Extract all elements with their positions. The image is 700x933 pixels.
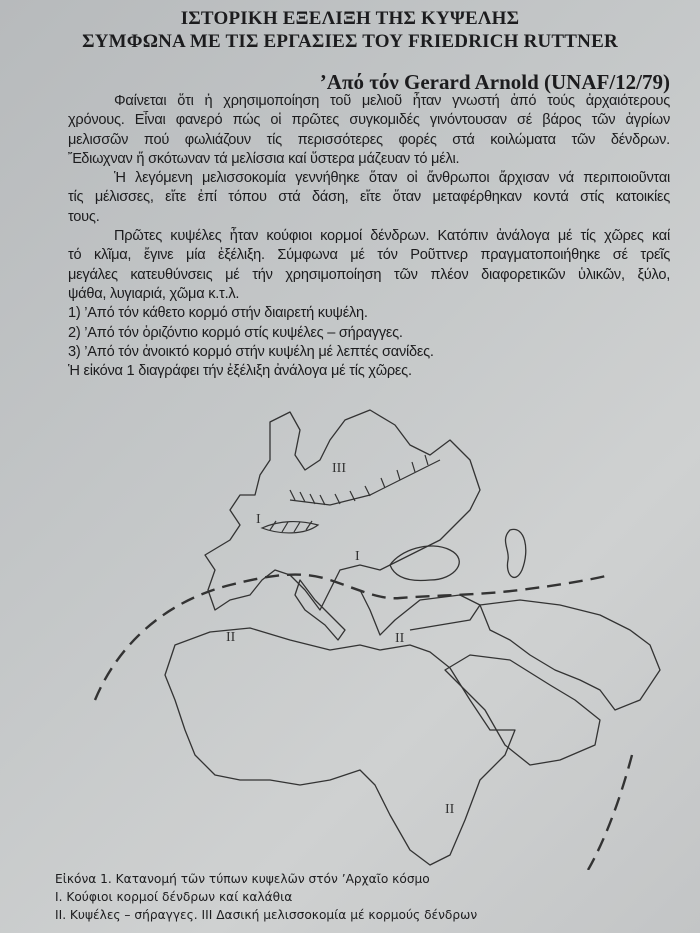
body-line: τους. — [68, 208, 100, 225]
list-item: 3) ’Από τόν ἀνοικτό κορμό στήν κυψέλη μέ λεπτές σανίδες. — [68, 343, 434, 360]
article-body — [68, 92, 670, 381]
body-line: Ἔδιωχναν ἤ σκότωναν τά μελίσσια καί ὕστερα μάζευαν τό μέλι. — [68, 150, 460, 167]
caption-line: II. Κυψέλες – σήραγγες. III Δασική μελισσοκομία μέ κορμούς δένδρων — [55, 908, 478, 922]
list-item: 2) ’Από τόν ὁριζόντιο κορμό στίς κυψέλες – σήραγγες. — [68, 324, 403, 341]
map-label-ii-south: II — [445, 802, 455, 817]
map-label-iii: III — [332, 461, 346, 476]
forest-beekeeping-hatching — [262, 455, 440, 533]
caption-line: Εἰκόνα 1. Κατανομή τῶν τύπων κυψελῶν στόν ’Αρχαῖο κόσμο — [55, 872, 430, 886]
map-label-i-balkans: I — [355, 549, 360, 564]
body-line: χρόνους. Εἶναι φανερό πώς οἱ πρῶτες συγκομιδές γινόντουσαν σέ βάρος τῶν ἀγρίων — [68, 112, 670, 129]
body-line: τίς μέλισσες, εἴτε ἐπί τόπου στά δάση, εἴτε ὅταν μεταφέρθηκαν κοντά στίς κατοικίες — [68, 189, 670, 206]
map-label-ii-middle-east: II — [395, 631, 405, 646]
body-line: μελισσῶν πού φωλιάζουν τίς περισσότερες φορές στά κοιλώματα τῶν δένδρων. — [68, 131, 670, 148]
body-line: τό κλῖμα, ἔγινε μία ἐξέλιξη. Σύμφωνα μέ τόν Ροῦττνερ πραγματοποιήθηκε σέ τρεῖς — [68, 247, 670, 264]
byline: ’Από τόν Gerard Arnold (UNAF/12/79) — [319, 70, 670, 94]
map-label-i-west: I — [256, 512, 261, 527]
body-line: Ἡ λεγόμενη μελισσοκομία γεννήθηκε ὅταν οἱ ἄνθρωποι ἄρχισαν νά περιποιοῦνται — [114, 170, 670, 187]
body-line: Ἡ εἰκόνα 1 διαγράφει τήν ἐξέλιξη ἀνάλογα μέ τίς χῶρες. — [68, 363, 412, 380]
hive-distribution-map — [0, 400, 700, 870]
figure-caption — [55, 870, 477, 924]
body-line: ψάθα, λυγιαριά, χῶμα κ.τ.λ. — [68, 285, 240, 302]
caption-line: I. Κούφιοι κορμοί δένδρων καί καλάθια — [55, 890, 293, 904]
list-item: 1) ’Από τόν κάθετο κορμό στήν διαιρετή κυψέλη. — [68, 305, 368, 322]
title-line-1: ΙΣΤΟΡΙΚΗ ΕΞΕΛΙΞΗ ΤΗΣ ΚΥΨΕΛΗΣ — [180, 8, 520, 29]
title-line-2: ΣΥΜΦΩΝΑ ΜΕ ΤΙΣ ΕΡΓΑΣΙΕΣ ΤΟΥ FRIEDRICH RUTTNER — [82, 31, 618, 52]
map-outline — [165, 410, 660, 865]
map-label-ii-africa: II — [226, 630, 236, 645]
body-line: Πρῶτες κυψέλες ἦταν κούφιοι κορμοί δένδρων. Κατόπιν ἀνάλογα μέ τίς χῶρες καί — [114, 228, 670, 245]
tunnel-hive-boundary — [95, 575, 632, 870]
body-line: Φαίνεται ὅτι ἡ χρησιμοποίηση τοῦ μελιοῦ ἦταν γνωστή ἀπό τούς ἀρχαιότερους — [114, 93, 670, 109]
body-line: μεγάλες κατευθύνσεις μέ τήν χρησιμοποίηση τῶν πλέον διαφορετικῶν ὑλικῶν, ξύλο, — [68, 266, 670, 283]
